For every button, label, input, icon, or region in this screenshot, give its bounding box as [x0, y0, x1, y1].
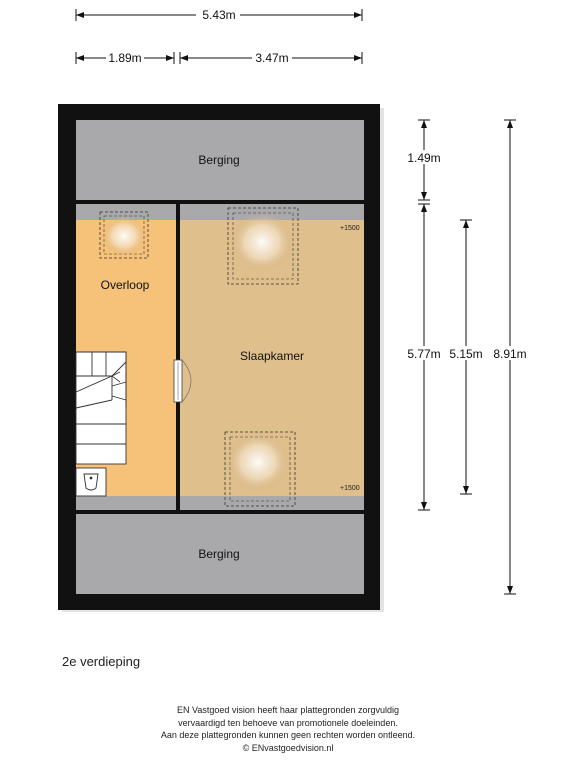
dimension-right-width-label: 3.47m: [255, 51, 289, 65]
disclaimer-line-4: © ENvastgoedvision.nl: [242, 742, 334, 753]
room-label-storage-top: Berging: [198, 153, 240, 167]
staircase: [76, 352, 126, 464]
disclaimer-line-1: EN Vastgoed vision heeft haar plattegronden zorgvuldig: [177, 705, 399, 715]
height-marker-bottom: +1500: [340, 485, 360, 492]
dimension-bedroom-inner-height-label: 5.15m: [449, 347, 483, 361]
dimension-total-height-label: 8.91m: [493, 347, 527, 361]
sink-icon: [76, 468, 106, 496]
height-marker-top: +1500: [340, 225, 360, 232]
dimension-overall-width-label: 5.43m: [202, 8, 236, 22]
dimension-left-width-label: 1.89m: [108, 51, 142, 65]
disclaimer: [0, 704, 576, 754]
room-label-bedroom: Slaapkamer: [239, 349, 305, 363]
floor-label: 2e verdieping: [62, 654, 141, 669]
room-label-storage-bottom: Berging: [198, 547, 240, 561]
dimension-rooms-height-label: 5.77m: [407, 347, 441, 361]
room-label-landing: Overloop: [100, 278, 150, 292]
dimension-storage-height-label: 1.49m: [407, 151, 441, 165]
interior-wall: [176, 204, 180, 510]
disclaimer-line-3: Aan deze plattegronden kunnen geen rechten worden ontleend.: [160, 730, 416, 740]
disclaimer-line-2: vervaardigd ten behoeve van promotionele doeleinden.: [178, 717, 398, 728]
